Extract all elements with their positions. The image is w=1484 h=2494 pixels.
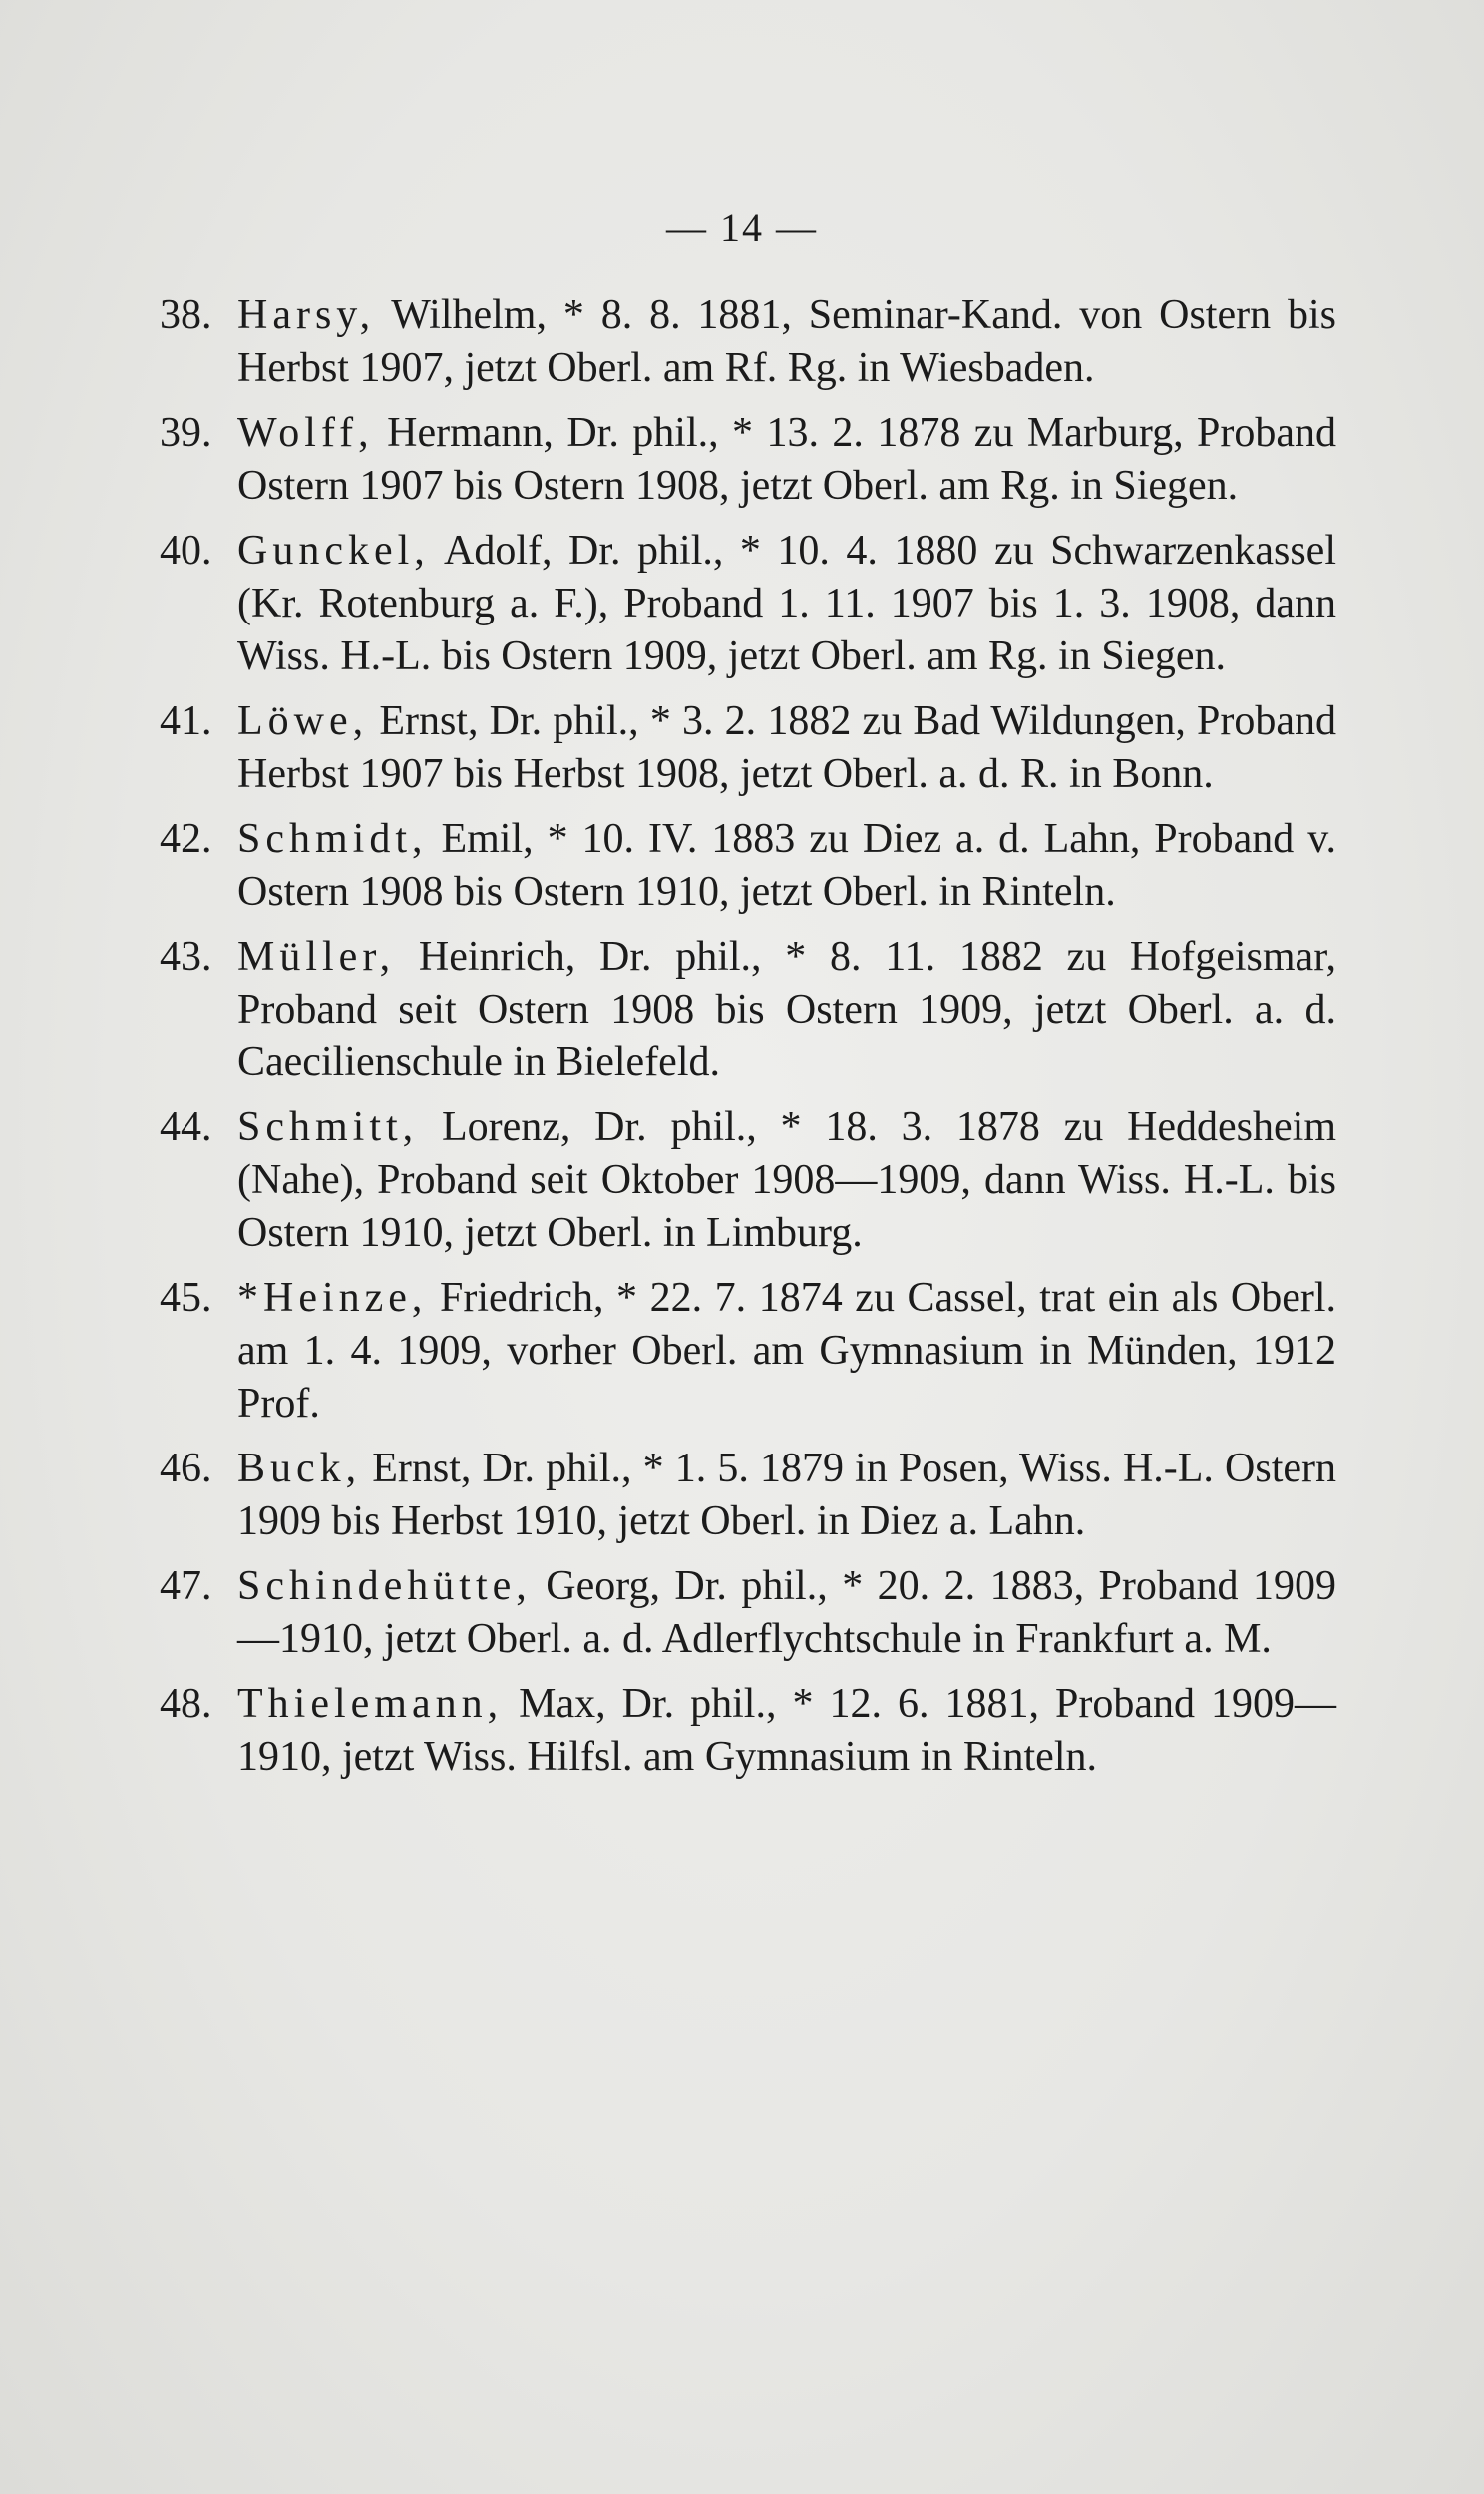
entry-surname: Harsy, [237, 292, 376, 338]
entry-number: 46. [160, 1446, 212, 1491]
entry-text: Friedrich, * 22. 7. 1874 zu Cassel, trat ein als Oberl. am 1. 4. 1909, vorher Oberl. am Gymnasium in Münden, 1912 Prof. [237, 1275, 1337, 1427]
entry-text: Georg, Dr. phil., * 20. 2. 1883, Proband 1909—1910, jetzt Oberl. a. d. Adlerflychtschule in Frankfurt a. M. [237, 1563, 1336, 1662]
entry-text: Adolf, Dr. phil., * 10. 4. 1880 zu Schwarzenkassel (Kr. Rotenburg a. F.), Proband 1. 11. 1907 bis 1. 3. 1908, dann Wiss. H.-L. bis Ostern 1909, jetzt Oberl. am Rg. in Siegen. [237, 528, 1336, 679]
entry-text: Ernst, Dr. phil., * 3. 2. 1882 zu Bad Wildungen, Proband Herbst 1907 bis Herbst 1908, jetzt Oberl. a. d. R. in Bonn. [237, 698, 1336, 797]
entry-text: Hermann, Dr. phil., * 13. 2. 1878 zu Marburg, Proband Ostern 1907 bis Ostern 1908, jetzt Oberl. am Rg. in Siegen. [237, 410, 1337, 509]
entry-text: Emil, * 10. IV. 1883 zu Diez a. d. Lahn, Proband v. Ostern 1908 bis Ostern 1910, jetzt Oberl. in Rinteln. [237, 816, 1337, 915]
list-item [160, 1560, 1336, 1666]
entry-number: 39. [160, 410, 212, 456]
list-item [160, 407, 1336, 513]
entry-number: 43. [160, 934, 212, 980]
entry-text: Max, Dr. phil., * 12. 6. 1881, Proband 1909—1910, jetzt Wiss. Hilfsl. am Gymnasium in Rinteln. [237, 1681, 1337, 1780]
entry-surname: Schmitt, [237, 1104, 419, 1150]
list-item [160, 695, 1336, 801]
entry-number: 44. [160, 1104, 212, 1150]
entry-surname: Schindehütte, [237, 1563, 532, 1609]
entry-number: 45. [160, 1275, 212, 1321]
list-item [160, 1101, 1336, 1260]
entry-text: Heinrich, Dr. phil., * 8. 11. 1882 zu Hofgeismar, Proband seit Ostern 1908 bis Ostern 1909, jetzt Oberl. a. d. Caecilienschule in Bielefeld. [237, 934, 1337, 1085]
entry-number: 38. [160, 292, 212, 338]
entry-surname: Löwe, [237, 698, 369, 744]
entry-surname: Wolff, [237, 410, 374, 456]
list-item [160, 1443, 1336, 1548]
entry-text: Lorenz, Dr. phil., * 18. 3. 1878 zu Heddesheim (Nahe), Proband seit Oktober 1908—1909, dann Wiss. H.-L. bis Ostern 1910, jetzt Oberl. in Limburg. [237, 1104, 1337, 1256]
entry-surname: *Heinze, [237, 1275, 428, 1321]
page-number: — 14 — [666, 206, 818, 250]
entry-number: 41. [160, 698, 212, 744]
list-item [160, 289, 1336, 395]
list-item [160, 813, 1336, 919]
entry-text: Wilhelm, * 8. 8. 1881, Seminar-Kand. von Ostern bis Herbst 1907, jetzt Oberl. am Rf. Rg. in Wiesbaden. [237, 292, 1336, 391]
list-item [160, 1678, 1336, 1784]
entry-number: 42. [160, 816, 212, 862]
list-item [160, 931, 1336, 1089]
entry-surname: Gunckel, [237, 528, 430, 574]
list-item [160, 1272, 1336, 1431]
entry-surname: Buck, [237, 1446, 362, 1491]
entry-text: Ernst, Dr. phil., * 1. 5. 1879 in Posen, Wiss. H.-L. Ostern 1909 bis Herbst 1910, jetzt Oberl. in Diez a. Lahn. [237, 1446, 1337, 1544]
entry-surname: Schmidt, [237, 816, 428, 862]
entry-surname: Thielemann, [237, 1681, 504, 1727]
entry-number: 48. [160, 1681, 212, 1727]
entry-number: 40. [160, 528, 212, 574]
entry-surname: Müller, [237, 934, 396, 980]
list-item [160, 525, 1336, 683]
entry-list [160, 289, 1336, 1796]
entry-number: 47. [160, 1563, 212, 1609]
